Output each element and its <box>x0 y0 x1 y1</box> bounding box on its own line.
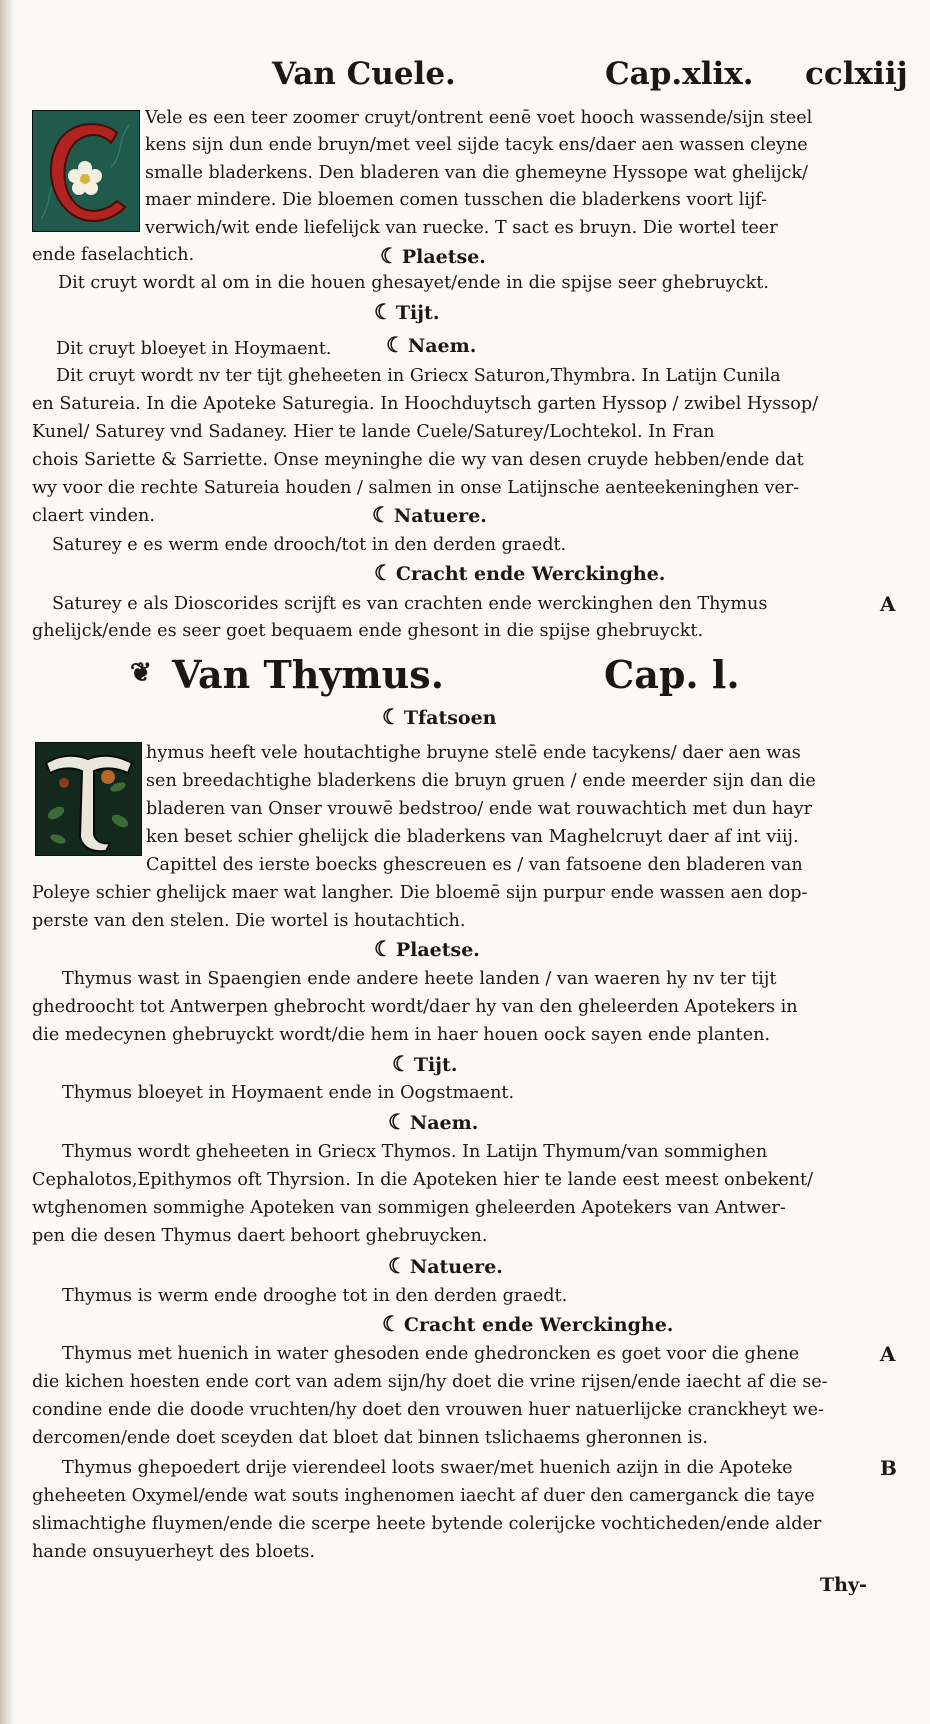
text-line: Thymus met huenich in water ghesoden ende ghedroncken es goet voor die ghene <box>62 1344 800 1364</box>
pilcrow-icon: ☾ <box>372 502 391 527</box>
pilcrow-icon: ☾ <box>388 1109 407 1134</box>
text-line: Dit cruyt wordt nv ter tijt gheheeten in Griecx Saturon,Thymbra. In Latijn Cunila <box>56 366 781 386</box>
text-line: Thymus wast in Spaengien ende andere heete landen / van waeren hy nv ter tijt <box>62 969 777 989</box>
heading-label: Tijt. <box>395 302 440 324</box>
heading-label: Tijt. <box>413 1054 458 1076</box>
text-line: ghedroocht tot Antwerpen ghebrocht wordt/daer hy van den gheleerden Apotekers in <box>32 997 798 1017</box>
text-line: wtghenomen sommighe Apoteken van sommigen gheleerden Apotekers van Antwer- <box>32 1198 786 1218</box>
text-line: gheheeten Oxymel/ende wat souts inghenomen iaecht af duer den camerganck die taye <box>32 1486 815 1506</box>
text-line: Cephalotos,Epithymos oft Thyrsion. In die Apoteken hier te lande eest meest onbekent/ <box>32 1170 814 1190</box>
text-line: kens sijn dun ende bruyn/met veel sijde tacyk ens/daer aen wassen cleyne <box>145 135 808 155</box>
pilcrow-icon: ☾ <box>374 560 393 585</box>
pilcrow-icon: ☾ <box>388 1253 407 1278</box>
text-line: ende faselachtich. <box>32 245 195 265</box>
text-line: en Satureia. In die Apoteke Saturegia. In Hoochduytsch garten Hyssop / zwibel Hyssop/ <box>32 394 819 414</box>
section-heading <box>386 333 476 358</box>
text-line: chois Sariette & Sarriette. Onse meyninghe die wy van desen cruyde hebben/ende dat <box>32 450 804 470</box>
text-line: Dit cruyt wordt al om in die houen ghesayet/ende in die spijse seer ghebruyckt. <box>58 273 769 293</box>
fleuron-icon: ❦ <box>130 658 152 688</box>
decorated-initial-t <box>35 742 142 856</box>
text-line: die kichen hoesten ende cort van adem sijn/hy doet die vrine rijsen/ende iaecht af die se- <box>32 1372 828 1392</box>
text-line: slimachtighe fluymen/ende die scerpe heete bytende colerijcke vochticheden/ende alder <box>32 1514 822 1534</box>
text-line: Thymus ghepoedert drije vierendeel loots swaer/met huenich azijn in die Apoteke <box>62 1458 793 1478</box>
text-line: condine ende die doode vruchten/hy doet den vrouwen huer natuerlijcke cranckheyt we- <box>32 1400 824 1420</box>
chapter-name: Van Thymus. <box>172 652 444 697</box>
text-line: bladeren van Onser vrouwē bedstroo/ ende wat rouwachtich met dun hayr <box>146 799 813 819</box>
section-heading <box>372 503 487 528</box>
text-line: hande onsuyuerheyt des bloets. <box>32 1542 316 1562</box>
text-line: smalle bladerkens. Den bladeren van die ghemeyne Hyssope wat ghelijck/ <box>145 163 808 183</box>
running-head-title: Van Cuele. <box>272 56 456 92</box>
section-heading <box>388 1110 478 1135</box>
text-line: Thymus is werm ende drooghe tot in den derden graedt. <box>62 1286 568 1306</box>
running-head <box>0 56 930 100</box>
text-line: Saturey e als Dioscorides scrijft es van crachten ende werckinghen den Thymus <box>52 594 768 614</box>
pilcrow-icon: ☾ <box>382 1311 401 1336</box>
section-heading <box>374 937 480 962</box>
text-line: perste van den stelen. Die wortel is houtachtich. <box>32 911 466 931</box>
heading-label: Plaetse. <box>401 246 486 268</box>
chapter-number: Cap. l. <box>604 652 740 697</box>
decorated-initial-c <box>32 110 140 232</box>
pilcrow-icon: ☾ <box>382 704 401 729</box>
heading-label: Natuere. <box>393 505 487 527</box>
section-heading <box>382 705 497 730</box>
text-line: Dit cruyt bloeyet in Hoymaent. <box>56 339 332 359</box>
section-heading <box>382 1312 673 1337</box>
text-line: claert vinden. <box>32 506 155 526</box>
text-line: Capittel des ierste boecks ghescreuen es / van fatsoene den bladeren van <box>146 855 803 875</box>
heading-label: Naem. <box>409 1112 479 1134</box>
text-line: Vele es een teer zoomer cruyt/ontrent eenē voet hooch wassende/sijn steel <box>145 108 813 128</box>
pilcrow-icon: ☾ <box>392 1051 411 1076</box>
folio-number: cclxiij <box>805 56 908 92</box>
text-line: Thymus wordt gheheeten in Griecx Thymos. In Latijn Thymum/van sommighen <box>62 1142 768 1162</box>
text-line: pen die desen Thymus daert behoort ghebruycken. <box>32 1226 488 1246</box>
section-heading <box>374 300 439 325</box>
text-line: die medecynen ghebruyckt wordt/die hem in haer houen oock sayen ende planten. <box>32 1025 771 1045</box>
margin-mark: A <box>880 592 896 616</box>
section-heading <box>392 1052 457 1077</box>
margin-mark: A <box>880 1342 896 1366</box>
text-line: wy voor die rechte Satureia houden / salmen in onse Latijnsche aenteekeninghen ver- <box>32 478 800 498</box>
catchword: Thy- <box>820 1574 867 1596</box>
heading-label: Naem. <box>407 335 477 357</box>
heading-label: Plaetse. <box>395 939 480 961</box>
section-heading <box>380 244 486 269</box>
text-line: Thymus bloeyet in Hoymaent ende in Oogstmaent. <box>62 1083 515 1103</box>
text-line: maer mindere. Die bloemen comen tusschen die bladerkens voort lijf- <box>145 190 768 210</box>
chapter-title <box>0 652 930 700</box>
pilcrow-icon: ☾ <box>374 936 393 961</box>
heading-label: Cracht ende Werckinghe. <box>395 563 666 585</box>
section-heading <box>374 561 665 586</box>
heading-label: Cracht ende Werckinghe. <box>403 1314 674 1336</box>
pilcrow-icon: ☾ <box>380 243 399 268</box>
text-line: sen breedachtighe bladerkens die bruyn gruen / ende meerder sijn dan die <box>146 771 816 791</box>
text-line: Kunel/ Saturey vnd Sadaney. Hier te lande Cuele/Saturey/Lochtekol. In Fran <box>32 422 715 442</box>
text-line: Saturey e es werm ende drooch/tot in den derden graedt. <box>52 535 567 555</box>
section-heading <box>388 1254 503 1279</box>
pilcrow-icon: ☾ <box>386 332 405 357</box>
text-line: ken beset schier ghelijck die bladerkens van Maghelcruyt daer af int viij. <box>146 827 799 847</box>
running-head-chapter: Cap.xlix. <box>605 56 754 92</box>
text-line: Poleye schier ghelijck maer wat langher. Die bloemē sijn purpur ende wassen aen dop- <box>32 883 808 903</box>
heading-label: Natuere. <box>409 1256 503 1278</box>
heading-label: Tfatsoen <box>403 707 497 729</box>
text-line: hymus heeft vele houtachtighe bruyne stelē ende tacykens/ daer aen was <box>146 743 801 763</box>
margin-mark: B <box>880 1456 897 1480</box>
text-line: verwich/wit ende liefelijck van ruecke. T sact es bruyn. Die wortel teer <box>145 218 778 238</box>
pilcrow-icon: ☾ <box>374 299 393 324</box>
text-line: ghelijck/ende es seer goet bequaem ende ghesont in die spijse ghebruyckt. <box>32 621 704 641</box>
text-line: dercomen/ende doet sceyden dat bloet dat binnen tslichaems gheronnen is. <box>32 1428 708 1448</box>
